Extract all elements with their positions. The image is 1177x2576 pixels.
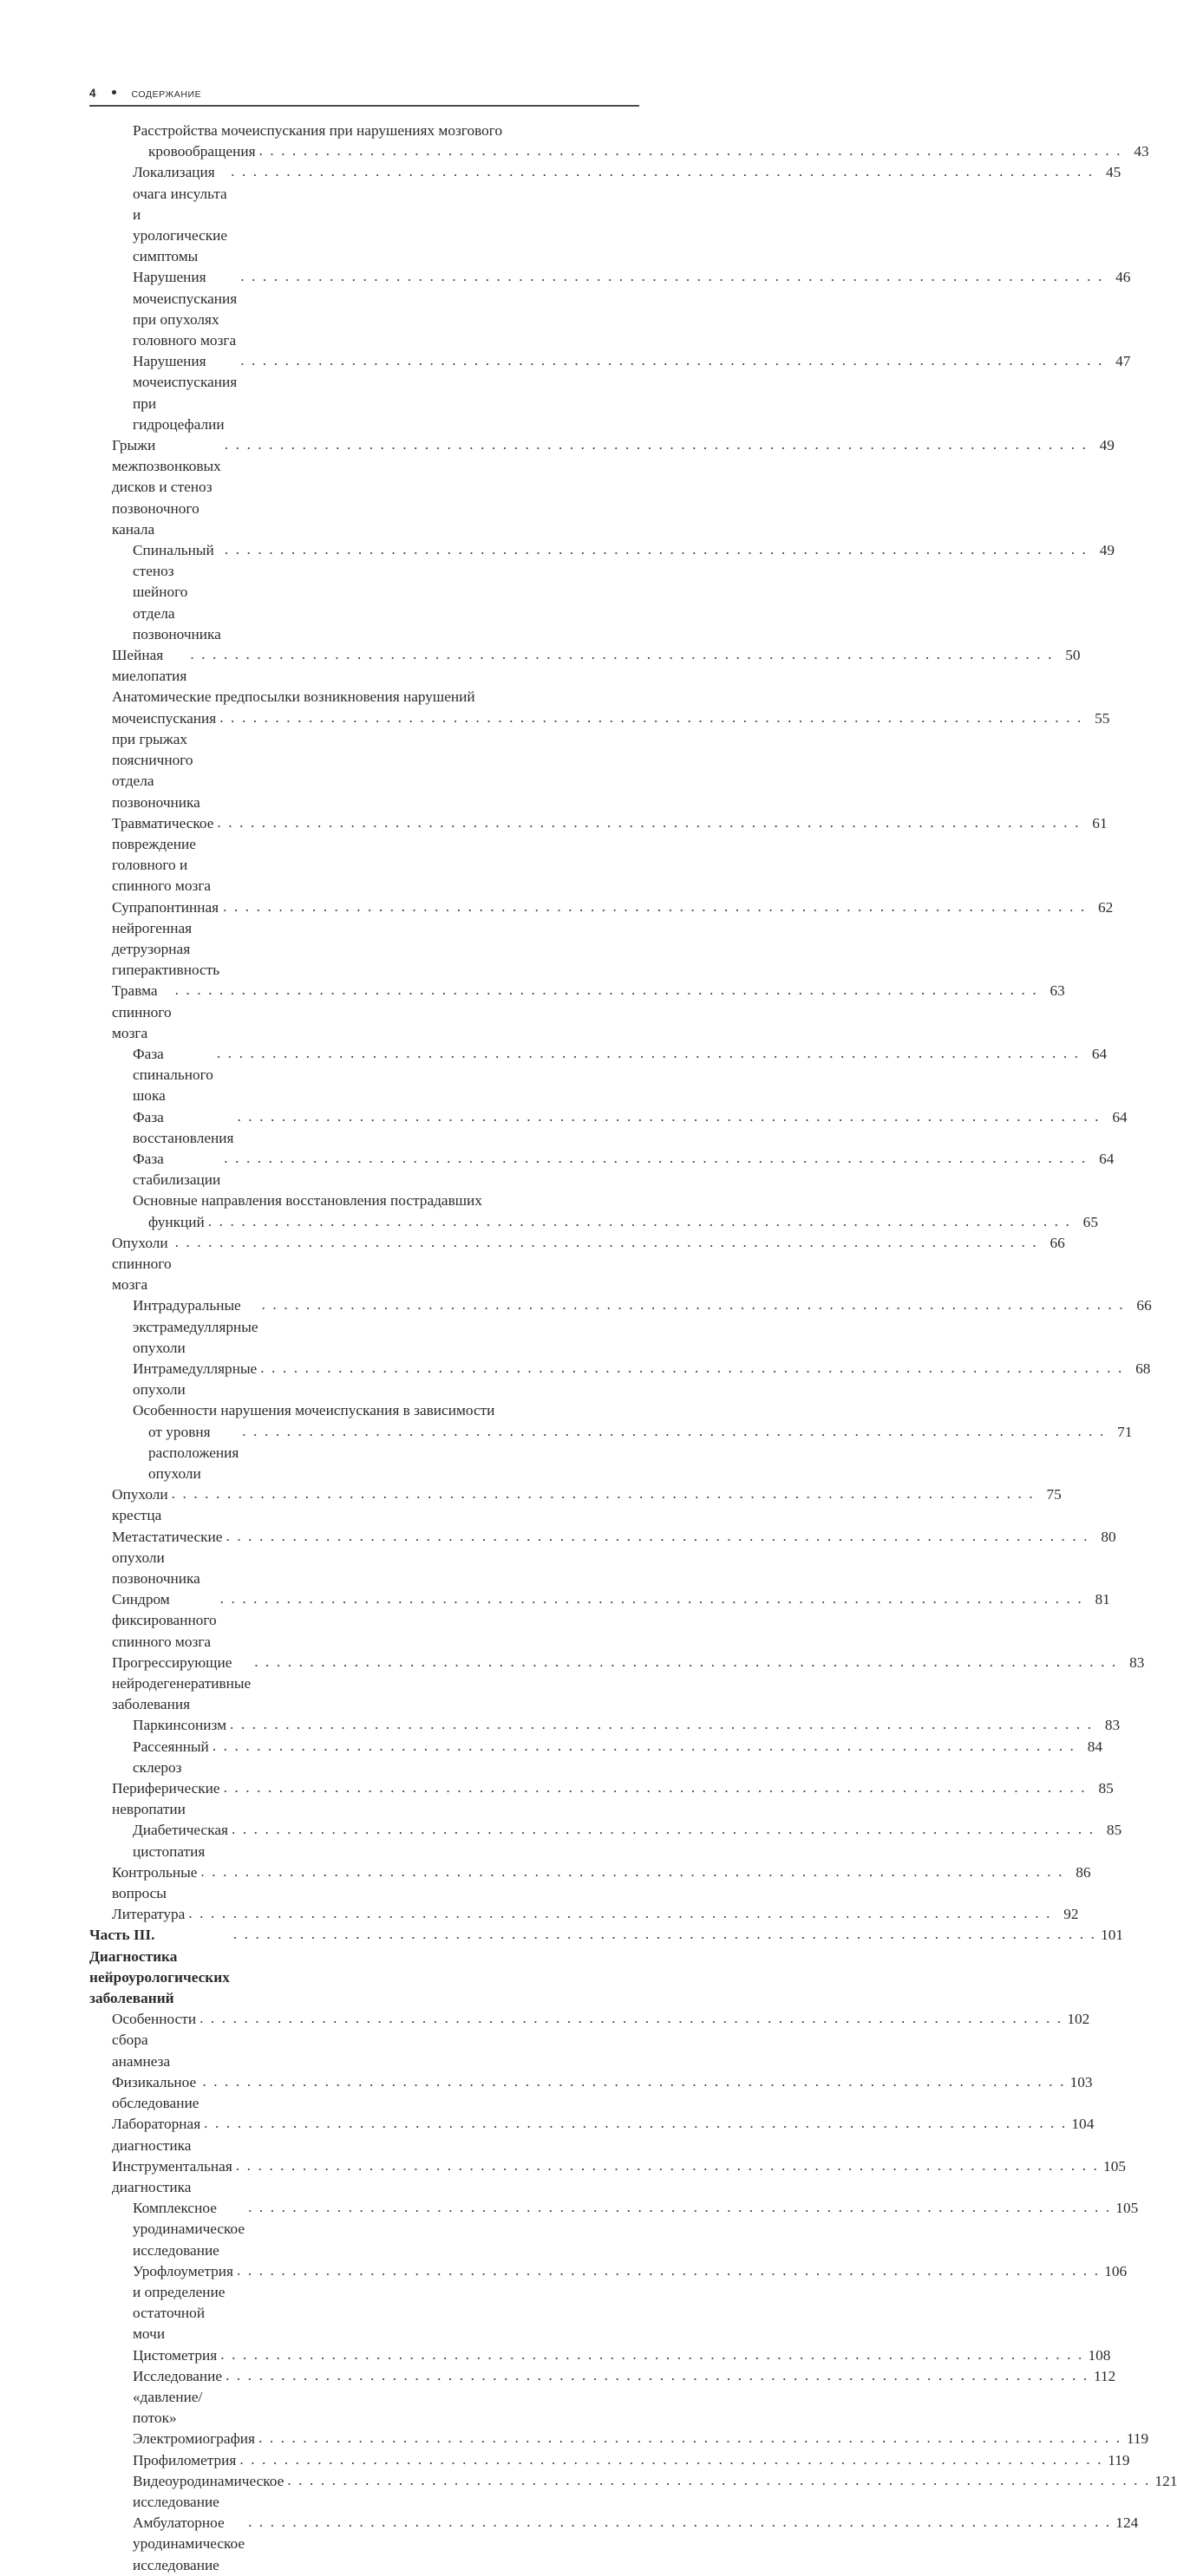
toc-entry[interactable]: [89, 2366, 1116, 2429]
dot-leader: [213, 1736, 1076, 1757]
toc-entry-title: Особенности нарушения мочеиспускания в зависимости: [133, 1402, 495, 1419]
toc-page-number: 85: [1098, 1780, 1114, 1797]
toc-page-number: 112: [1093, 2367, 1116, 2384]
toc-entry[interactable]: [89, 981, 1065, 1044]
dot-leader: [217, 1043, 1080, 1064]
toc-entry-title: Комплексное уродинамическое исследование: [133, 2200, 249, 2259]
toc-page-number: 92: [1063, 1906, 1079, 1923]
bullet-separator-icon: [112, 90, 116, 95]
toc-entry-title: Периферические невропатии: [112, 1780, 224, 1818]
toc-page-number: 81: [1095, 1591, 1110, 1608]
toc-entry[interactable]: [89, 1820, 1122, 1862]
toc-entry-title: Спинальный стеноз шейного отдела позвоночника: [133, 542, 221, 642]
dot-leader: [248, 2197, 1111, 2218]
toc-page-number: 50: [1065, 647, 1081, 664]
dot-leader: [242, 1421, 1105, 1442]
toc-entry-title: Супрапонтинная нейрогенная детрузорная гиперактивность: [112, 898, 223, 979]
toc-entry-title: Контрольные вопросы: [112, 1863, 201, 1902]
dot-leader: [175, 980, 1038, 1001]
dot-leader: [237, 2260, 1100, 2281]
toc-page-number: 49: [1099, 542, 1115, 559]
dot-leader: [230, 1714, 1093, 1735]
toc-entry[interactable]: [89, 2156, 1126, 2198]
dot-leader: [240, 350, 1103, 371]
toc-page-number: 68: [1135, 1360, 1151, 1377]
toc-page-number: 105: [1103, 2157, 1126, 2175]
dot-leader: [202, 2071, 1065, 2092]
toc-page-number: 55: [1095, 709, 1110, 727]
dot-leader: [225, 539, 1088, 560]
toc-page-number: 49: [1099, 437, 1115, 454]
toc-entry-title: Амбулаторное уродинамическое исследование: [133, 2514, 249, 2573]
toc-entry[interactable]: [89, 2009, 1090, 2072]
dot-leader: [226, 2365, 1089, 2386]
toc-entry[interactable]: [89, 1904, 1079, 1925]
toc-entry-title: Диабетическая цистопатия: [133, 1822, 232, 1860]
toc-entry[interactable]: [89, 1295, 1152, 1359]
toc-page-number: 83: [1129, 1653, 1145, 1671]
toc-page-number: 80: [1101, 1528, 1116, 1545]
toc-entry[interactable]: [89, 1233, 1065, 1296]
dot-leader: [287, 2470, 1150, 2491]
toc-entry[interactable]: [89, 351, 1131, 435]
toc-entry[interactable]: [89, 1044, 1108, 1107]
dot-leader: [220, 2344, 1083, 2365]
toc-entry-title: Часть III. Диагностика нейроурологических заболеваний: [89, 1927, 234, 2007]
toc-entry[interactable]: [89, 121, 1149, 162]
toc-entry-title: Прогрессирующие нейродегенеративные заболевания: [112, 1653, 255, 1713]
dot-leader: [223, 897, 1086, 917]
toc-entry[interactable]: [89, 813, 1108, 897]
toc-entry[interactable]: [89, 2471, 1177, 2513]
dot-leader: [254, 1652, 1117, 1673]
toc-entry-title: Локализация очага инсульта и урологические симптомы: [133, 164, 232, 265]
toc-entry-title: Нарушения мочеиспускания при гидроцефалии: [133, 353, 241, 433]
toc-page-number: 108: [1088, 2346, 1111, 2364]
toc-entry[interactable]: [89, 687, 1110, 812]
toc-entry[interactable]: [89, 267, 1131, 351]
toc-entry-title: Физикальное обследование: [112, 2073, 200, 2112]
dot-leader: [239, 2449, 1102, 2470]
toc-entry-title: Исследование «давление/поток»: [133, 2367, 226, 2427]
toc-entry-title: Интрамедуллярные опухоли: [133, 1360, 261, 1399]
toc-entry[interactable]: [89, 2114, 1095, 2155]
toc-entry-title: Опухоли спинного мозга: [112, 1234, 175, 1294]
dot-leader: [219, 708, 1082, 728]
dot-leader: [204, 2113, 1067, 2134]
toc-page-number: 64: [1091, 1045, 1108, 1062]
dot-leader: [220, 1588, 1083, 1609]
toc-entry-title: Инструментальная диагностика: [112, 2157, 237, 2195]
running-head: [89, 87, 639, 106]
toc-entry[interactable]: [89, 2072, 1093, 2114]
dot-leader: [237, 1106, 1100, 1127]
toc-page-number: 106: [1104, 2262, 1128, 2279]
toc-entry-title: Фаза спинального шока: [133, 1045, 218, 1105]
dot-leader: [248, 2512, 1111, 2533]
toc-entry[interactable]: [89, 1715, 1121, 1736]
running-head-rule: [89, 105, 639, 107]
toc-entry-title: Шейная миелопатия: [112, 647, 187, 685]
running-head-title: СОДЕРЖАНИЕ: [131, 89, 202, 100]
toc-part-heading[interactable]: [89, 1925, 1123, 2009]
toc-entry-title: Анатомические предпосылки возникновения нарушений: [112, 688, 475, 706]
toc-entry-title: Паркинсонизм: [133, 1717, 227, 1734]
dot-leader: [258, 2428, 1121, 2449]
toc-entry-title: Фаза восстановления: [133, 1108, 234, 1146]
toc-entry[interactable]: [89, 540, 1115, 645]
toc-entry-title: Видеоуродинамическое исследование: [133, 2472, 288, 2510]
toc-page-number: 124: [1115, 2514, 1139, 2532]
toc-entry-title: Основные направления восстановления пострадавших: [133, 1192, 482, 1210]
toc-page-number: 83: [1104, 1717, 1121, 1734]
dot-leader: [262, 1295, 1125, 1315]
dot-leader: [217, 812, 1080, 833]
toc-page-number: 47: [1115, 353, 1131, 370]
toc-entry[interactable]: [89, 1400, 1133, 1484]
dot-leader: [224, 1777, 1087, 1798]
toc-page-number: 46: [1115, 269, 1131, 286]
toc-entry-title: Нарушения мочеиспускания при опухолях головного мозга: [133, 269, 241, 349]
toc-entry-title: Грыжи межпозвонковых дисков и стеноз позвоночного канала: [112, 437, 226, 538]
toc-entry[interactable]: [89, 162, 1121, 267]
toc-entry[interactable]: [89, 1862, 1091, 1904]
dot-leader: [200, 1862, 1063, 1882]
toc-entry[interactable]: [89, 1527, 1116, 1590]
toc-entry-title: Травма спинного мозга: [112, 982, 175, 1041]
toc-page-number: 85: [1106, 1822, 1122, 1839]
toc-entry-title: Фаза стабилизации: [133, 1150, 221, 1189]
toc-entry-title-continuation: мочеиспускания при грыжах поясничного отдела позвоночника: [112, 709, 220, 811]
toc-page-number: 121: [1154, 2472, 1177, 2489]
page-folio-number: 4: [89, 87, 96, 100]
toc-page-number: 119: [1108, 2451, 1130, 2468]
toc-entry[interactable]: [89, 897, 1114, 981]
toc-page-number: 43: [1134, 143, 1149, 160]
dot-leader: [172, 1484, 1035, 1504]
toc-entry-title: Травматическое повреждение головного и спинного мозга: [112, 814, 218, 895]
dot-leader: [231, 161, 1094, 182]
toc-entry-title: Профилометрия: [133, 2451, 237, 2468]
toc-entry[interactable]: [89, 435, 1115, 540]
dot-leader: [259, 140, 1122, 161]
dot-leader: [208, 1211, 1071, 1232]
toc-entry[interactable]: [89, 2261, 1128, 2345]
toc-entry[interactable]: [89, 2513, 1139, 2576]
dot-leader: [175, 1232, 1038, 1253]
toc-entry[interactable]: [89, 1589, 1110, 1653]
toc-page-number: 61: [1092, 814, 1108, 831]
dot-leader: [224, 1148, 1087, 1169]
toc-entry-title: Электромиография: [133, 2430, 255, 2448]
toc-page-number: 62: [1098, 898, 1114, 916]
toc-page-number: 101: [1101, 1927, 1123, 1944]
toc-page-number: 45: [1105, 164, 1121, 181]
toc-entry[interactable]: [89, 1778, 1114, 1820]
toc-entry-title: Литература: [112, 1906, 186, 1923]
toc-page-number: 119: [1126, 2430, 1149, 2448]
dot-leader: [240, 266, 1103, 287]
toc-page-number: 63: [1049, 982, 1065, 1000]
toc-entry[interactable]: [89, 645, 1081, 687]
dot-leader: [226, 1526, 1089, 1547]
toc-entry-title: Расстройства мочеиспускания при нарушениях мозгового: [133, 122, 503, 139]
toc-entry[interactable]: [89, 1653, 1145, 1716]
toc-page-number: 102: [1067, 2011, 1090, 2028]
toc-entry[interactable]: [89, 1190, 1098, 1232]
toc-page-number: 66: [1136, 1297, 1152, 1314]
dot-leader: [233, 1924, 1096, 1945]
toc-entry[interactable]: [89, 2198, 1139, 2261]
dot-leader: [232, 1819, 1095, 1840]
dot-leader: [188, 1903, 1051, 1924]
toc-entry-title-continuation: кровообращения: [148, 143, 256, 160]
toc-entry-title: Урофлоуметрия и определение остаточной мочи: [133, 2262, 238, 2343]
toc-page-number: 105: [1115, 2200, 1139, 2217]
dot-leader: [199, 2008, 1063, 2029]
toc-entry[interactable]: [89, 2429, 1149, 2449]
toc-page-number: 75: [1046, 1486, 1062, 1503]
dot-leader: [260, 1358, 1123, 1379]
dot-leader: [190, 644, 1053, 665]
toc-entry-title: Опухоли крестца: [112, 1486, 172, 1524]
toc-entry-title: Рассеянный склероз: [133, 1738, 213, 1776]
table-of-contents: [89, 121, 1177, 2576]
toc-entry[interactable]: [89, 1359, 1151, 1400]
toc-entry-title: Особенности сбора анамнеза: [112, 2011, 200, 2070]
toc-entry-title: Интрадуральные экстрамедуллярные опухоли: [133, 1297, 262, 1356]
dot-leader: [236, 2155, 1099, 2176]
toc-page-number: 104: [1071, 2116, 1095, 2133]
toc-page-number: 64: [1099, 1150, 1115, 1167]
toc-entry-title-continuation: от уровня расположения опухоли: [148, 1423, 243, 1482]
toc-page-number: 103: [1069, 2073, 1093, 2090]
toc-entry-title-continuation: функций: [148, 1213, 205, 1230]
toc-entry[interactable]: [89, 1107, 1128, 1149]
toc-entry-title: Метастатические опухоли позвоночника: [112, 1528, 226, 1588]
toc-page-number: 66: [1049, 1234, 1065, 1251]
toc-entry-title: Цистометрия: [133, 2346, 218, 2364]
toc-entry[interactable]: [89, 1737, 1102, 1778]
toc-entry[interactable]: [89, 2345, 1111, 2366]
toc-entry[interactable]: [89, 1484, 1062, 1526]
toc-entry-title: Синдром фиксированного спинного мозга: [112, 1591, 220, 1650]
toc-page-number: 64: [1112, 1108, 1128, 1125]
toc-page-number: 84: [1087, 1738, 1102, 1755]
toc-entry[interactable]: [89, 1149, 1115, 1190]
toc-page-number: 71: [1117, 1423, 1133, 1440]
dot-leader: [225, 434, 1088, 455]
toc-page-number: 86: [1076, 1863, 1091, 1881]
toc-page-number: 65: [1082, 1213, 1098, 1230]
toc-entry[interactable]: [89, 2450, 1130, 2471]
toc-entry-title: Лабораторная диагностика: [112, 2116, 205, 2154]
